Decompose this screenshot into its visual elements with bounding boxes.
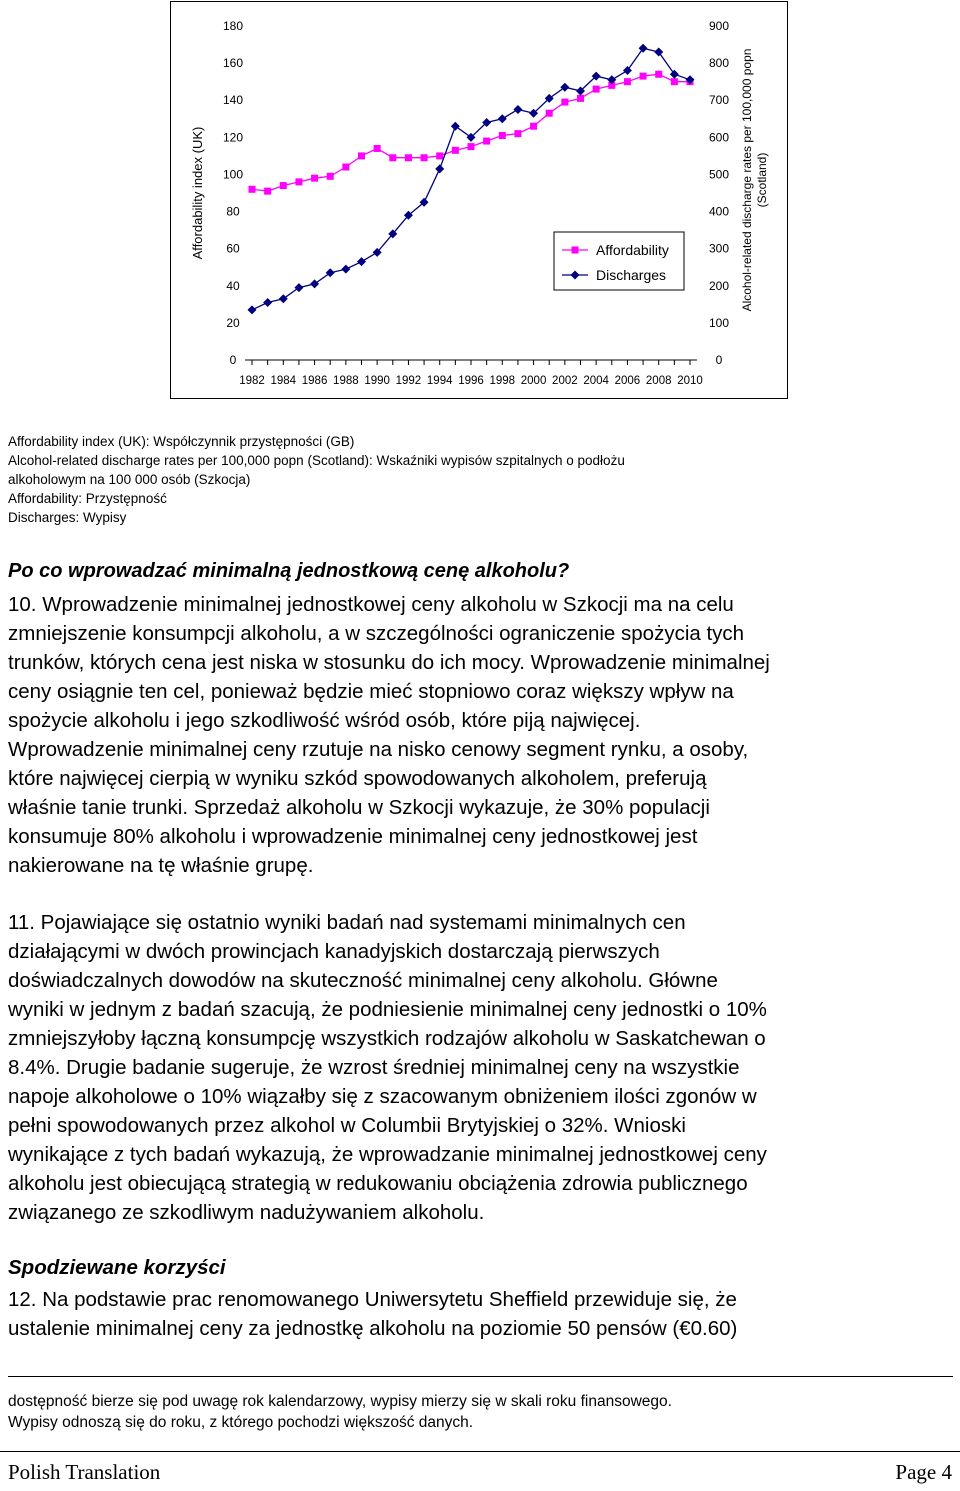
legend-entry-label: Discharges	[596, 267, 667, 283]
left-axis-tick-label: 160	[222, 56, 244, 71]
legend-line: Affordability: Przystępność	[8, 491, 167, 506]
legend-line: Discharges: Wypisy	[8, 510, 127, 525]
x-tick-label: 2004	[583, 375, 609, 387]
text-line: działającymi w dwóch prowincjach kanadyjskich dostarczają pierwszych	[8, 940, 660, 963]
discharges-point	[248, 305, 257, 314]
affordability-point	[593, 86, 600, 93]
text-line: wyniki w jednym z badań szacują, że podniesienie minimalnej ceny jednostki o 10%	[8, 998, 767, 1021]
left-axis-tick-label: 140	[222, 93, 244, 108]
text-line: 11. Pojawiające się ostatnio wyniki badań nad systemami minimalnych cen	[8, 911, 686, 934]
text-line: nakierowane na tę właśnie grupę.	[8, 854, 314, 877]
right-axis-tick-label: 100	[708, 315, 730, 330]
right-axis-tick-label: 800	[708, 56, 730, 71]
discharges-point	[498, 114, 507, 123]
text-line: ceny osiągnie ten cel, ponieważ będzie mieć stopniowo coraz większy wpływ na	[8, 680, 734, 703]
affordability-point	[358, 152, 365, 159]
affordability-point	[514, 130, 521, 137]
x-tick-label: 2000	[520, 375, 547, 387]
affordability-point	[264, 188, 271, 195]
discharges-point	[560, 83, 569, 92]
paragraph-10	[8, 590, 953, 880]
discharges-point	[279, 294, 288, 303]
x-tick-label: 1988	[333, 375, 359, 387]
left-axis-tick-label: 0	[229, 353, 237, 367]
x-tick-label: 1986	[301, 375, 328, 387]
text-line: 10. Wprowadzenie minimalnej jednostkowej ceny alkoholu w Szkocji ma na celu	[8, 593, 734, 616]
text-line: Wprowadzenie minimalnej ceny rzutuje na nisko cenowy segment rynku, a osoby,	[8, 738, 749, 761]
discharges-point	[623, 66, 632, 75]
x-tick-label: 2010	[677, 375, 703, 387]
discharges-point	[357, 257, 366, 266]
affordability-point	[483, 138, 490, 145]
left-axis-tick-label: 120	[222, 130, 244, 145]
text-line: spożycie alkoholu i jego szkodliwość wśród osób, które piją najwięcej.	[8, 709, 641, 732]
text-line: właśnie tanie trunki. Sprzedaż alkoholu w Szkocji wykazuje, że 30% populacji	[8, 796, 710, 819]
legend-line: alkoholowym na 100 000 osób (Szkocja)	[8, 472, 251, 487]
right-axis-tick-label: 900	[708, 19, 730, 33]
right-axis-tick-label: 600	[708, 130, 730, 145]
footnote-line: Wypisy odnoszą się do roku, z którego pochodzi większość danych.	[8, 1414, 474, 1431]
chart-frame	[170, 1, 788, 399]
discharges-point	[639, 44, 648, 53]
affordability-point	[624, 78, 631, 85]
affordability-point	[311, 175, 318, 182]
right-axis-label: (Scotland)	[755, 152, 769, 208]
left-axis-tick-label: 20	[226, 315, 240, 330]
footnote-divider	[8, 1376, 953, 1377]
text-line: które najwięcej cierpią w wyniku szkód spowodowanych alkoholem, preferują	[8, 767, 707, 790]
affordability-point	[389, 154, 396, 161]
affordability-point	[421, 154, 428, 161]
left-axis-tick-label: 180	[222, 19, 244, 33]
text-line: 12. Na podstawie prac renomowanego Uniwersytetu Sheffield przewiduje się, że	[8, 1288, 737, 1311]
affordability-point	[671, 78, 678, 85]
footer-divider	[0, 1451, 960, 1452]
text-line: pełni spowodowanych przez alkohol w Columbii Brytyjskiej o 32%. Wnioski	[8, 1114, 686, 1137]
left-axis-tick-label: 80	[226, 204, 240, 219]
section-heading: Spodziewane korzyści	[8, 1256, 226, 1279]
discharges-point	[513, 105, 522, 114]
discharges-point	[670, 70, 679, 79]
right-axis-tick-label: 300	[708, 241, 730, 256]
affordability-point	[577, 95, 584, 102]
affordability-point	[249, 186, 256, 193]
discharges-point	[326, 268, 335, 277]
discharges-point	[435, 164, 444, 173]
right-axis-tick-label: 400	[708, 204, 730, 219]
right-axis-label: Alcohol-related discharge rates per 100,000 popn	[740, 48, 754, 312]
affordability-point	[374, 145, 381, 152]
x-tick-label: 1982	[239, 375, 265, 387]
page-number: Page 4	[895, 1460, 952, 1484]
chart-translation-legend	[8, 432, 625, 527]
text-line: trunków, których cena jest niska w stosunku do ich mocy. Wprowadzenie minimalnej	[8, 651, 770, 674]
footnote	[8, 1391, 953, 1433]
dual-axis-line-chart	[171, 2, 789, 400]
footnote-line: dostępność bierze się pod uwagę rok kalendarzowy, wypisy mierzy się w skali roku finansowego.	[8, 1393, 672, 1410]
affordability-point	[280, 182, 287, 189]
discharges-point	[310, 279, 319, 288]
x-tick-label: 1998	[489, 375, 516, 387]
x-tick-label: 2008	[645, 375, 672, 387]
affordability-point	[546, 110, 553, 117]
affordability-point	[468, 143, 475, 150]
left-axis-tick-label: 60	[226, 241, 240, 256]
legend-line: Affordability index (UK): Współczynnik przystępności (GB)	[8, 434, 355, 449]
text-line: zmniejszenie konsumpcji alkoholu, a w szczególności ograniczenie spożycia tych	[8, 622, 745, 645]
discharges-point	[263, 298, 272, 307]
affordability-point	[530, 123, 537, 130]
affordability-point	[405, 154, 412, 161]
left-axis-label: Affordability index (UK)	[190, 126, 205, 260]
series-line-affordability	[252, 74, 690, 191]
discharges-point	[654, 47, 663, 56]
text-line: wynikające z tych badań wykazują, że wprowadzanie minimalnej jednostkowej ceny	[8, 1143, 767, 1166]
footer-label: Polish Translation	[8, 1460, 161, 1484]
legend-line: Alcohol-related discharge rates per 100,000 popn (Scotland): Wskaźniki wypisów szpitalnych o podłożu	[8, 453, 625, 468]
affordability-point	[499, 132, 506, 139]
text-line: konsumuje 80% alkoholu i wprowadzenie minimalnej ceny jednostkowej jest	[8, 825, 698, 848]
x-tick-label: 1984	[270, 375, 297, 387]
text-line: 8.4%. Drugie badanie sugeruje, że wzrost średniej minimalnej ceny na wszystkie	[8, 1056, 740, 1079]
affordability-point	[561, 99, 568, 106]
text-line: zmniejszyłoby łączną konsumpcję wszystkich rodzajów alkoholu w Saskatchewan o	[8, 1027, 766, 1050]
affordability-point	[295, 178, 302, 185]
x-tick-label: 1992	[395, 375, 422, 387]
discharges-point	[341, 265, 350, 274]
paragraph-12	[8, 1285, 953, 1343]
right-axis-tick-label: 700	[708, 93, 730, 108]
right-axis-tick-label: 0	[715, 353, 723, 367]
legend-square-marker	[572, 247, 579, 254]
legend-entry-label: Affordability	[596, 242, 669, 258]
discharges-point	[294, 283, 303, 292]
affordability-point	[327, 173, 334, 180]
discharges-point	[451, 122, 460, 131]
x-tick-label: 2006	[614, 375, 641, 387]
question-heading: Po co wprowadzać minimalną jednostkową cenę alkoholu?	[8, 560, 570, 582]
left-axis-tick-label: 100	[222, 167, 244, 182]
affordability-point	[655, 71, 662, 78]
text-line: doświadczalnych dowodów na skuteczność minimalnej ceny alkoholu. Główne	[8, 969, 718, 992]
text-line: związanego ze szkodliwym nadużywaniem alkoholu.	[8, 1201, 485, 1224]
affordability-point	[342, 164, 349, 171]
text-line: napoje alkoholowe o 10% wiązałby się z szacowanym obniżeniem ilości zgonów w	[8, 1085, 757, 1108]
x-tick-label: 1996	[458, 375, 484, 387]
x-tick-label: 2002	[552, 375, 578, 387]
text-line: ustalenie minimalnej ceny za jednostkę alkoholu na poziomie 50 pensów (€0.60)	[8, 1317, 738, 1340]
right-axis-tick-label: 200	[708, 278, 730, 293]
x-tick-label: 1994	[426, 375, 453, 387]
affordability-point	[640, 73, 647, 80]
x-tick-label: 1990	[364, 375, 390, 387]
right-axis-tick-label: 500	[708, 167, 730, 182]
affordability-point	[452, 147, 459, 154]
left-axis-tick-label: 40	[226, 278, 240, 293]
text-line: alkoholu jest obiecującą strategią w redukowaniu obciążenia zdrowia publicznego	[8, 1172, 748, 1195]
affordability-point	[436, 152, 443, 159]
paragraph-11	[8, 908, 953, 1227]
